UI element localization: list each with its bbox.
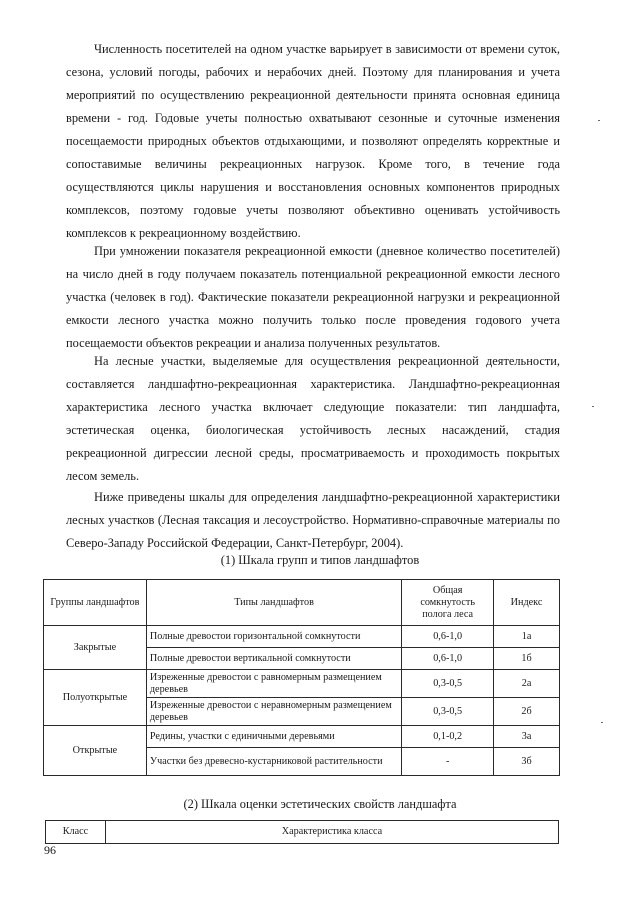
index-cell: 1а: [494, 626, 560, 648]
paragraph-text: Ниже приведены шкалы для определения ландшафтно-рекреационной характеристики лесных участков (Лесная таксация и лесоустройство. Нормативно-справочные материалы по Северо-Западу Российской Федерации, Санкт-Петербург, 2004).: [66, 490, 560, 550]
paragraph-text: Численность посетителей на одном участке варьирует в зависимости от времени суток, сезона, условий погоды, рабочих и нерабочих дней. Поэтому для планирования и учета мероприятий по осуществлению рекреационной деятельности принята основная единица времени - год. Годовые учеты полностью охватывают сезонные и суточные изменения посещаемости природных объектов отдыхающими, и позволяют определять корректные и сопоставимые величины рекреационных нагрузок. Кроме того, в течение года осуществляются циклы нарушения и восстановления основных компонентов природных комплексов, поэтому годовые учеты позволяют объективно оценивать устойчивость комплексов к рекреационному воздействию.: [66, 42, 560, 240]
density-cell: 0,3-0,5: [402, 698, 494, 726]
density-cell: -: [402, 748, 494, 776]
table1-caption: (1) Шкала групп и типов ландшафтов: [220, 553, 420, 567]
page-number: 96: [44, 843, 56, 857]
paragraph-landscape-characteristic: [66, 350, 560, 488]
index-cell: 3а: [494, 726, 560, 748]
density-cell: 0,6-1,0: [402, 626, 494, 648]
table-row: [44, 726, 560, 748]
type-cell: Изреженные древостои с неравномерным размещением деревьев: [146, 698, 401, 726]
scan-speck: [592, 406, 594, 407]
header-type: Типы ландшафтов: [146, 580, 401, 626]
group-cell: Открытые: [44, 726, 147, 776]
scan-speck: [598, 120, 600, 121]
landscape-types-table: [43, 579, 560, 776]
group-cell: Закрытые: [44, 626, 147, 670]
index-cell: 2а: [494, 670, 560, 698]
table-header-row: [46, 821, 559, 844]
type-cell: Изреженные древостои с равномерным размещением деревьев: [146, 670, 401, 698]
type-cell: Редины, участки с единичными деревьями: [146, 726, 401, 748]
aesthetic-scale-table: [45, 820, 559, 844]
header-index: Индекс: [494, 580, 560, 626]
header-class-description: Характеристика класса: [105, 821, 558, 844]
paragraph-scales-intro: [66, 486, 560, 555]
header-density: Общая сомкнутость полога леса: [402, 580, 494, 626]
density-cell: 0,1-0,2: [402, 726, 494, 748]
type-cell: Участки без древесно-кустарниковой растительности: [146, 748, 401, 776]
table-row: [44, 670, 560, 698]
group-cell: Полуоткрытые: [44, 670, 147, 726]
table2-caption: (2) Шкала оценки эстетических свойств ландшафта: [183, 797, 457, 811]
type-cell: Полные древостои горизонтальной сомкнутости: [146, 626, 401, 648]
paragraph-visitor-numbers: [66, 38, 560, 245]
density-cell: 0,3-0,5: [402, 670, 494, 698]
paragraph-text: На лесные участки, выделяемые для осуществления рекреационной деятельности, составляется ландшафтно-рекреационная характеристика. Ландшафтно-рекреационная характеристика лесного участка включает следующие показатели: тип ландшафта, эстетическая оценка, биологическая устойчивость лесных насаждений, стадия рекреационной дигрессии лесной среды, просматриваемость и проходимость покрытых лесом земель.: [66, 354, 560, 483]
table-row: [44, 626, 560, 648]
index-cell: 3б: [494, 748, 560, 776]
paragraph-recreation-capacity: [66, 240, 560, 355]
index-cell: 1б: [494, 648, 560, 670]
type-cell: Полные древостои вертикальной сомкнутости: [146, 648, 401, 670]
scan-speck: [601, 722, 603, 723]
table-header-row: [44, 580, 560, 626]
density-cell: 0,6-1,0: [402, 648, 494, 670]
index-cell: 2б: [494, 698, 560, 726]
paragraph-text: При умножении показателя рекреационной емкости (дневное количество посетителей) на число дней в году получаем показатель потенциальной рекреационной емкости лесного участка (человек в год). Фактические показатели рекреационной нагрузки и рекреационной емкости лесного участка можно получить только после проведения годового учета посещаемости объектов рекреации и анализа полученных результатов.: [66, 244, 560, 350]
header-class: Класс: [46, 821, 106, 844]
header-group: Группы ландшафтов: [44, 580, 147, 626]
